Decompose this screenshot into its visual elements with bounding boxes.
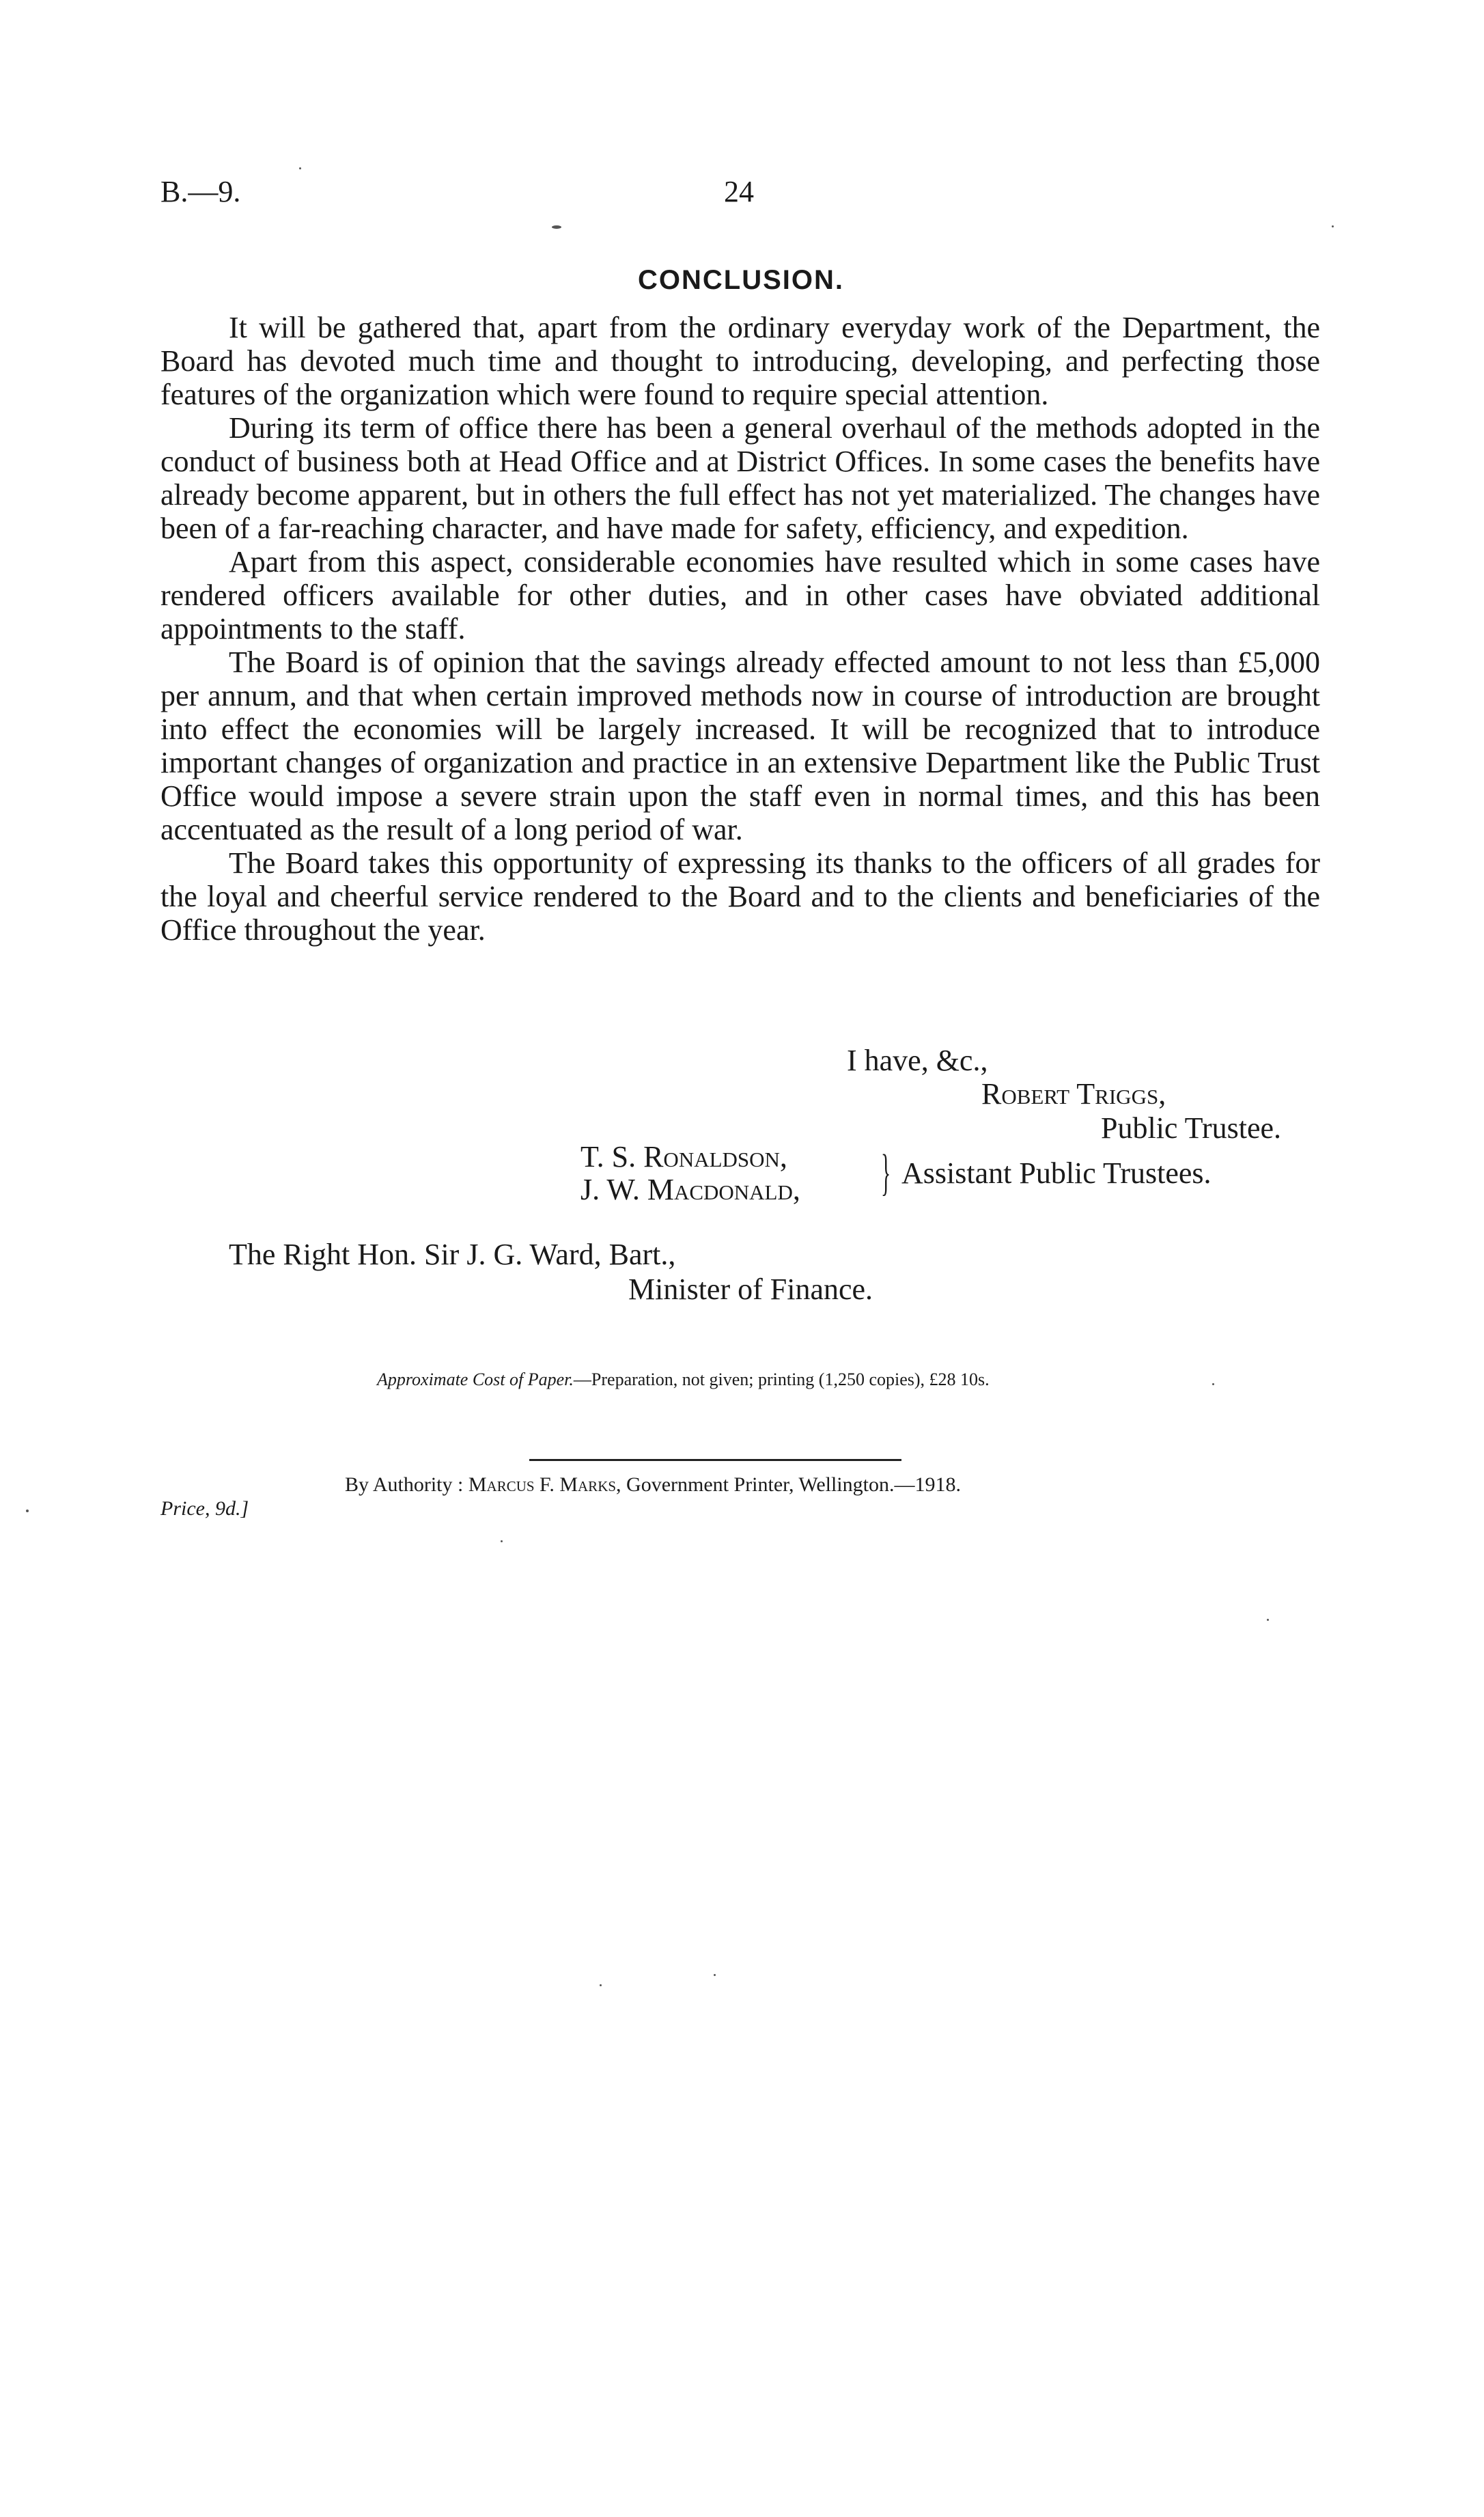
cost-note-lead: Approximate Cost of Paper. [377, 1369, 574, 1389]
print-speck [26, 1510, 29, 1512]
page-header [160, 174, 1321, 215]
assistant-name: T. S. Ronaldson, [580, 1140, 787, 1173]
salutation: I have, &c., [847, 1044, 988, 1077]
print-speck [1332, 225, 1334, 227]
print-speck [1267, 1619, 1269, 1621]
print-speck [552, 225, 561, 229]
paragraph: The Board takes this opportunity of expressing its thanks to the officers of all grades for the loyal and cheerful service rendered to the Board and to the clients and beneficiaries of the Office throughout the year. [160, 846, 1320, 947]
printer-authority [345, 1473, 961, 1497]
cost-note [377, 1369, 990, 1390]
print-speck [299, 167, 301, 169]
printer-name: Marcus F. Marks, [468, 1473, 621, 1496]
paragraph: During its term of office there has been a general overhaul of the methods adopted in the conduct of business both at Head Office and at District Offices. In some cases the benefits have already become apparent, but in others the full effect has not yet materialized. The changes have been of a far-reaching character, and have made for safety, efficiency, and expedition. [160, 411, 1320, 545]
assistant-name: J. W. Macdonald, [580, 1173, 800, 1206]
section-title: CONCLUSION. [638, 265, 844, 295]
paragraph: The Board is of opinion that the savings already effected amount to not less than £5,000 per annum, and that when certain improved methods now in course of introduction are brought into effect the economies will be largely increased. It will be recognized that to introduce important changes of organization and practice in an extensive Department like the Public Trust Office would impose a severe strain upon the staff even in normal times, and this has been accentuated as the result of a long period of war. [160, 645, 1320, 846]
authority-lead: By Authority : [345, 1473, 464, 1496]
assistants-title: Assistant Public Trustees. [901, 1156, 1212, 1190]
print-speck [501, 1540, 503, 1542]
signatory-title: Public Trustee. [1101, 1111, 1282, 1145]
paragraph: Apart from this aspect, considerable economies have resulted which in some cases have rendered officers available for other duties, and in other cases have obviated additional appointments to the staff. [160, 545, 1320, 645]
printer-detail: Government Printer, Wellington.—1918. [626, 1473, 961, 1496]
cost-note-detail: —Preparation, not given; printing (1,250 copies), £28 10s. [573, 1369, 990, 1389]
footer-rule [529, 1459, 901, 1461]
page-number: 24 [724, 175, 754, 208]
brace-glyph: } [881, 1145, 891, 1201]
print-speck [600, 1984, 602, 1986]
body-text [160, 311, 1320, 947]
price: Price, 9d.] [160, 1497, 249, 1520]
print-speck [1212, 1383, 1214, 1385]
document-code: B.—9. [160, 175, 241, 208]
assistant-trustees [580, 1140, 1212, 1206]
signatory-name: Robert Triggs, [981, 1077, 1166, 1111]
addressee-title: Minister of Finance. [628, 1273, 873, 1306]
print-speck [714, 1974, 716, 1976]
paragraph: It will be gathered that, apart from the ordinary everyday work of the Department, the Board has devoted much time and thought to introducing, developing, and perfecting those features of the organization which were found to require special attention. [160, 311, 1320, 411]
addressee-name: The Right Hon. Sir J. G. Ward, Bart., [229, 1238, 676, 1271]
